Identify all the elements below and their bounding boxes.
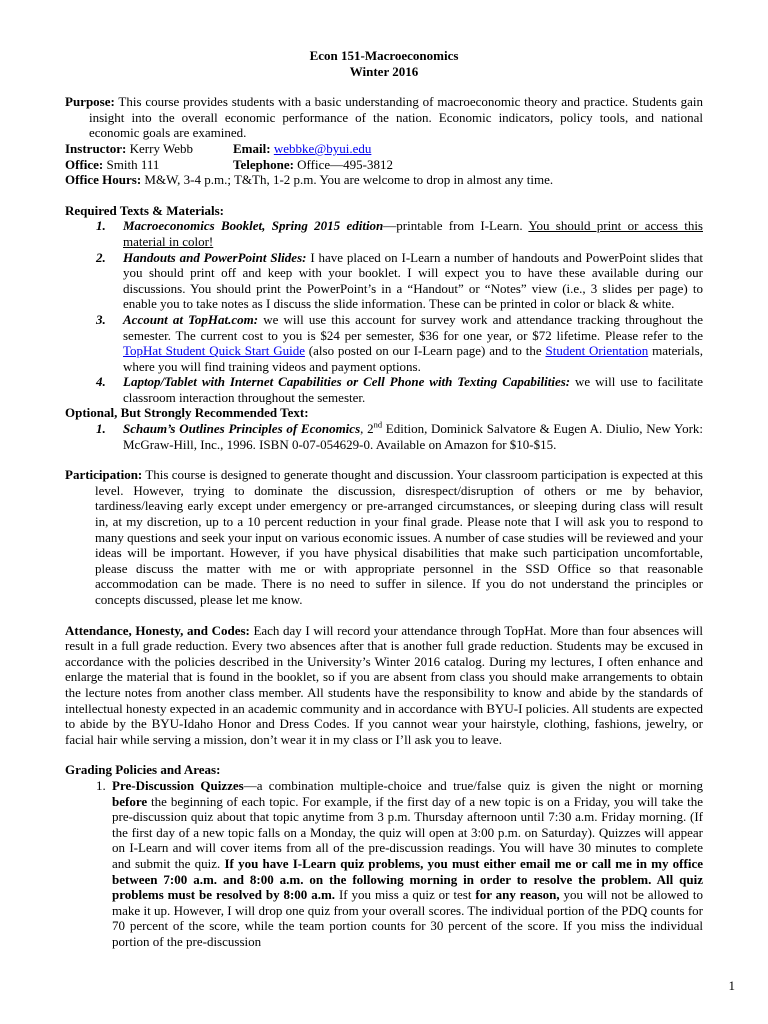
email-link[interactable]: webbke@byui.edu — [273, 140, 372, 156]
list-item-text — [123, 312, 703, 374]
attendance-paragraph — [65, 623, 703, 748]
tab-right — [233, 141, 703, 157]
spacer — [65, 747, 703, 762]
text-run: Handouts and PowerPoint Slides: — [123, 249, 307, 265]
text-run: Office: — [65, 156, 104, 172]
spacer — [65, 79, 703, 94]
spacer — [65, 188, 703, 203]
text-run: Smith 111 — [103, 156, 160, 172]
text-run: Purpose: — [65, 94, 115, 110]
text-run: for any reason, — [475, 887, 560, 903]
text-run: Grading Policies and Areas: — [65, 762, 221, 778]
required-item-4 — [96, 374, 703, 405]
list-number: 2. — [96, 249, 106, 265]
required-item-1 — [96, 218, 703, 249]
required-item-2 — [96, 250, 703, 312]
text-run: —printable from I-Learn. — [383, 218, 529, 234]
office-line — [65, 157, 703, 173]
grading-item-1 — [96, 778, 703, 950]
tab-right — [233, 157, 703, 173]
text-run: If you have I-Learn quiz problems, you must either email me or call me in my office between 7:00 a.m. and 8:00 a.m. on the following morning in order to resolve the problem. All quiz problems must be resolved by 8:00 a.m. — [112, 855, 703, 903]
text-run: If you miss a quiz or test — [335, 887, 476, 903]
text-run: Office Hours: — [65, 172, 142, 188]
list-item-text — [123, 374, 703, 405]
text-run: You should print or access this material in color! — [123, 218, 703, 249]
text-run: Email: — [233, 140, 271, 156]
text-run: the beginning of each topic. For example, if the first day of a new topic is on a Friday, you will take the pre-discussion quiz about that topic anytime from 3 p.m. Thursday afternoon until 7:30 a.m. Friday morning. (If the first day of a new topic falls on a Monday, the quiz will open at 3:00 p.m. on Saturday). Quizzes will appear on I-Learn and will cover items from all of the pre-discussion readings. You will have 30 minutes to complete and submit the quiz. — [112, 793, 703, 871]
text-run: Participation: — [65, 467, 143, 483]
text-run: you will not be allowed to make it up. However, I will drop one quiz from your overall scores. The individual portion of the PDQ counts for 70 percent of the score, while the team portion counts for 30 percent of the score. If you miss the individual portion of the pre-discussion — [112, 887, 703, 949]
spacer — [65, 452, 703, 467]
text-run: , 2 — [360, 421, 374, 437]
list-number: 4. — [96, 374, 106, 390]
text-run: Office—495-3812 — [293, 156, 393, 172]
text-run: Kerry Webb — [126, 140, 193, 156]
text-run: before — [112, 793, 148, 809]
text-run: I have placed on I-Learn a number of handouts and PowerPoint slides that you should print off and keep with your booklet. I will expect you to have these available during our discussions. You should print the PowerPoint’s in a “Handout” or “Notes” view (i.e., 3 slides per page) to enable you to take notes as I discuss the slide information. These can be printed in color or black & white. — [123, 249, 704, 312]
text-run: Each day I will record your attendance through TopHat. More than four absences will result in a full grade reduction. Every two absences after that is another full grade reduction. Students may be excused in accordance with the policies described in the University’s Winter 2016 catalog. During my lectures, I often enhance and enlarge the material that is found in the booklet, so if you are absent from class you should make arrangements to obtain the lecture notes from another class member. All students have the responsibility to know and abide by the standards of intellectual honesty expected in an academic community and in accordance with BYU-I policies. All students are expected to abide by the BYU-Idaho Honor and Dress Codes. If you cannot wear your hairstyle, clothing, fashions, jewelry, or facial hair while serving a mission, don’t wear it in my class or I’ll ask you to leave. — [65, 622, 703, 747]
page-number: 1 — [728, 978, 735, 994]
list-number: 1. — [96, 421, 106, 437]
list-number: 1. — [96, 777, 106, 793]
purpose-paragraph — [65, 94, 703, 141]
optional-text-heading — [65, 405, 703, 421]
participation-paragraph — [65, 467, 703, 607]
office-hours-line — [65, 172, 703, 188]
spacer — [65, 608, 703, 623]
document-title: Econ 151-Macroeconomics — [309, 48, 459, 63]
text-run: This course is designed to generate thought and discussion. Your classroom participation is expected at this level. However, trying to dominate the discussion, disrespect/disruption of others or me by behavior, tardiness/leaving early except under emergency or pre-arranged circumstances, or sleeping during class will result in, at my discretion, up to a 10 percent reduction in your final grade. Please note that I will ask you to respond to many questions and seek your input on various economic issues. A number of case studies will be reviewed and your ideas will be important. However, if you have physical disabilities that make such participation uncomfortable, please discuss the matter with me or with appropriate personnel in the SSD Office so that reasonable accommodation can be made. There is no need to suffer in silence. If you do not understand the principles or concepts discussed, please let me know. — [95, 467, 703, 607]
text-run: Edition, Dominick Salvatore & Eugen A. Diulio, New York: McGraw-Hill, Inc., 1996. ISBN 0-07-054629-0. Available on Amazon for $10-$15. — [123, 421, 704, 452]
text-run: —a combination multiple-choice and true/false quiz is given the night or morning — [243, 777, 703, 793]
optional-item-1 — [96, 421, 703, 452]
text-run: Pre-Discussion Quizzes — [112, 777, 244, 793]
text-run: Optional, But Strongly Recommended Text: — [65, 405, 309, 421]
text-run: Attendance, Honesty, and Codes: — [65, 622, 250, 638]
student-orientation-link[interactable]: Student Orientation — [545, 343, 649, 359]
document-body — [65, 79, 703, 949]
list-item-text — [123, 421, 703, 452]
list-number: 3. — [96, 311, 106, 327]
grading-heading — [65, 762, 703, 778]
text-run: materials, where you will find training videos and payment options. — [123, 343, 703, 374]
text-run: Laptop/Tablet with Internet Capabilities or Cell Phone with Texting Capabilities: — [123, 374, 571, 390]
list-number: 1. — [96, 218, 106, 234]
list-item-text — [123, 218, 703, 249]
text-run: Macroeconomics Booklet, Spring 2015 edition — [123, 218, 384, 234]
text-run: nd — [373, 419, 383, 430]
instructor-line — [65, 141, 703, 157]
text-run: This course provides students with a basic understanding of macroeconomic theory and practice. Students gain insight into the overall economic performance of the nation. Economic indicators, policy tools, and national economic goals are examined. — [89, 94, 703, 141]
required-texts-heading — [65, 203, 703, 219]
text-run: Required Texts & Materials: — [65, 202, 224, 218]
tab-left — [65, 141, 233, 157]
text-run: Instructor: — [65, 140, 127, 156]
text-run: we will use this account for survey work and attendance tracking throughout the semester. The current cost to you is $24 per semester, $36 for one year, or $72 lifetime. Please refer to the — [123, 311, 703, 343]
tab-left — [65, 157, 233, 173]
text-run: Account at TopHat.com: — [123, 311, 259, 327]
document-subtitle: Winter 2016 — [349, 63, 419, 79]
text-run: we will use to facilitate classroom interaction throughout the semester. — [123, 374, 704, 405]
text-run: M&W, 3-4 p.m.; T&Th, 1-2 p.m. You are welcome to drop in almost any time. — [141, 172, 554, 188]
list-item-text — [112, 778, 703, 950]
required-item-3 — [96, 312, 703, 374]
text-run: Schaum’s Outlines Principles of Economics — [123, 421, 361, 437]
tophat-guide-link[interactable]: TopHat Student Quick Start Guide — [123, 343, 305, 359]
list-item-text — [123, 250, 703, 312]
text-run: (also posted on our I-Learn page) and to the — [304, 343, 546, 359]
text-run: Telephone: — [233, 156, 294, 172]
